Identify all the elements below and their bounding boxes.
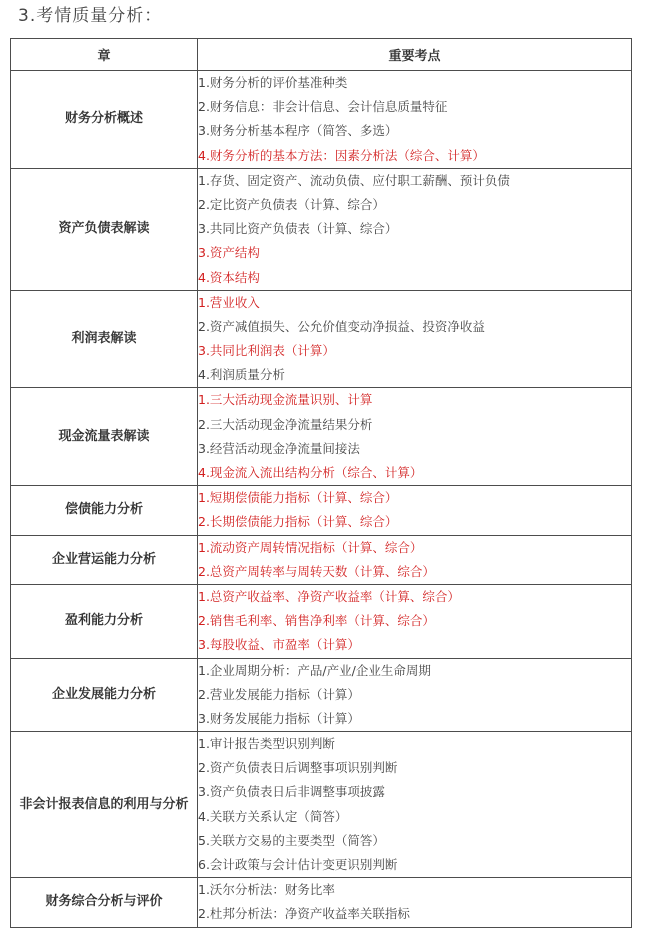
key-point: 1.沃尔分析法：财务比率 xyxy=(198,882,335,898)
key-point: 6.会计政策与会计估计变更识别判断 xyxy=(198,857,398,872)
key-point-highlighted: 4.现金流入流出结构分析（综合、计算） xyxy=(198,465,423,480)
key-points-cell xyxy=(198,71,632,169)
section-title: 3.考情质量分析： xyxy=(18,6,163,26)
key-point: 4.利润质量分析 xyxy=(198,367,285,383)
key-points-cell xyxy=(198,168,632,290)
chapter-cell: 利润表解读 xyxy=(11,290,198,388)
key-point-highlighted: 1.三大活动现金流量识别、计算 xyxy=(198,392,373,408)
key-point-highlighted: 4.资本结构 xyxy=(198,269,260,285)
key-point: 1.企业周期分析：产品/产业/企业生命周期 xyxy=(198,662,431,678)
key-point-highlighted: 2.总资产周转率与周转天数（计算、综合） xyxy=(198,563,435,579)
key-point: 3.共同比资产负债表（计算、综合） xyxy=(198,221,398,237)
key-point-highlighted: 1.营业收入 xyxy=(198,294,260,310)
key-point-highlighted: 1.短期偿债能力指标（计算、综合） xyxy=(198,490,398,506)
key-points-cell xyxy=(198,388,632,486)
key-point: 1.审计报告类型识别判断 xyxy=(198,736,335,752)
key-point: 1.存货、固定资产、流动负债、应付职工薪酬、预计负债 xyxy=(198,172,510,188)
key-point: 4.关联方关系认定（简答） xyxy=(198,808,348,824)
chapter-cell: 企业发展能力分析 xyxy=(11,658,198,732)
table-row xyxy=(11,168,632,290)
key-points-cell xyxy=(198,584,632,658)
table-row xyxy=(11,732,632,878)
key-points-cell xyxy=(198,290,632,388)
table-row xyxy=(11,584,632,658)
key-points-table xyxy=(10,38,632,928)
key-point: 1.财务分析的评价基准种类 xyxy=(198,75,348,90)
key-point: 2.三大活动现金净流量结果分析 xyxy=(198,416,373,432)
key-points-cell xyxy=(198,535,632,584)
table-row xyxy=(11,486,632,535)
key-point: 3.资产负债表日后非调整事项披露 xyxy=(198,784,385,800)
key-point: 3.财务发展能力指标（计算） xyxy=(198,710,360,726)
key-points-cell xyxy=(198,878,632,927)
table-row xyxy=(11,535,632,584)
chapter-cell: 现金流量表解读 xyxy=(11,388,198,486)
chapter-cell: 偿债能力分析 xyxy=(11,486,198,535)
key-points-cell xyxy=(198,486,632,535)
key-point: 2.财务信息：非会计信息、会计信息质量特征 xyxy=(198,99,448,115)
key-point-highlighted: 3.资产结构 xyxy=(198,245,260,261)
table-row xyxy=(11,290,632,388)
chapter-column-header: 章 xyxy=(11,39,198,71)
key-point-highlighted: 3.共同比利润表（计算） xyxy=(198,343,335,359)
key-point: 3.财务分析基本程序（简答、多选） xyxy=(198,123,398,139)
chapter-cell: 盈利能力分析 xyxy=(11,584,198,658)
key-point-highlighted: 1.总资产收益率、净资产收益率（计算、综合） xyxy=(198,588,460,604)
table-row xyxy=(11,388,632,486)
key-points-cell xyxy=(198,732,632,878)
chapter-cell: 财务综合分析与评价 xyxy=(11,878,198,927)
chapter-cell: 非会计报表信息的利用与分析 xyxy=(11,732,198,878)
key-points-cell xyxy=(198,658,632,732)
chapter-cell: 资产负债表解读 xyxy=(11,168,198,290)
chapter-cell: 财务分析概述 xyxy=(11,71,198,169)
table-body xyxy=(11,71,632,928)
key-point: 2.杜邦分析法：净资产收益率关联指标 xyxy=(198,906,410,922)
key-points-column-header: 重要考点 xyxy=(198,39,632,71)
key-point: 5.关联方交易的主要类型（简答） xyxy=(198,832,385,848)
chapter-cell: 企业营运能力分析 xyxy=(11,535,198,584)
table-row xyxy=(11,658,632,732)
key-point-highlighted: 3.每股收益、市盈率（计算） xyxy=(198,637,360,653)
table-row xyxy=(11,71,632,169)
table-row xyxy=(11,878,632,927)
key-point: 2.定比资产负债表（计算、综合） xyxy=(198,196,385,212)
key-point-highlighted: 2.销售毛利率、销售净利率（计算、综合） xyxy=(198,613,435,629)
key-point-highlighted: 4.财务分析的基本方法：因素分析法（综合、计算） xyxy=(198,147,485,163)
key-point-highlighted: 2.长期偿债能力指标（计算、综合） xyxy=(198,514,398,530)
key-point: 3.经营活动现金净流量间接法 xyxy=(198,440,360,456)
table-header-row xyxy=(11,39,632,71)
key-point: 2.营业发展能力指标（计算） xyxy=(198,686,360,702)
key-point-highlighted: 1.流动资产周转情况指标（计算、综合） xyxy=(198,539,423,555)
key-point: 2.资产负债表日后调整事项识别判断 xyxy=(198,760,398,776)
key-point: 2.资产减值损失、公允价值变动净损益、投资净收益 xyxy=(198,318,485,334)
